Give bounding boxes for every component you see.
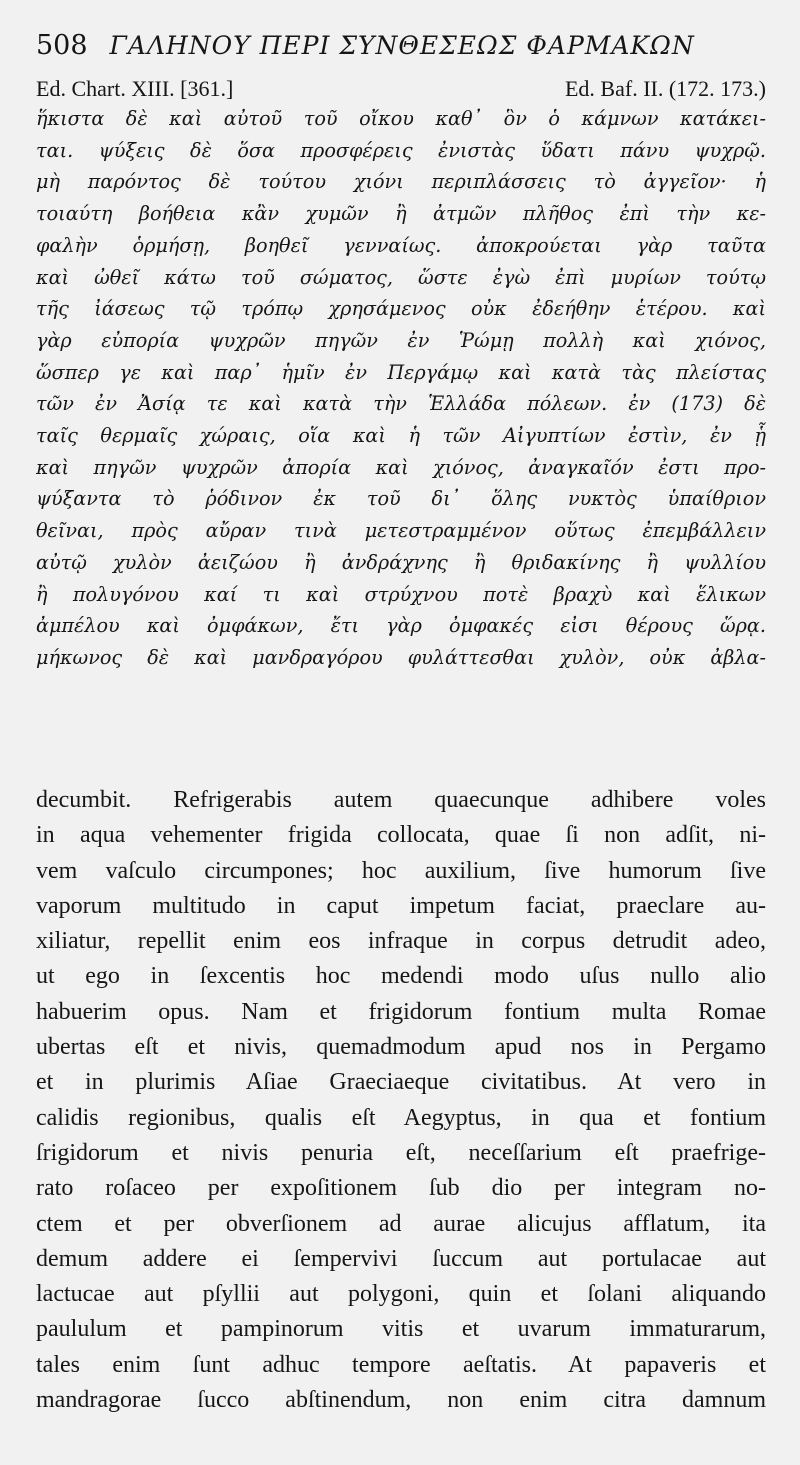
latin-line: habuerim opus. Nam et frigidorum fontium multa Romae xyxy=(36,998,766,1025)
greek-line: ὥσπερ γε καὶ παρ᾽ ἡμῖν ἐν Περγάμῳ καὶ κατὰ τὰς πλείστας xyxy=(36,360,766,384)
latin-line: ctem et per obverſionem ad aurae alicujus afflatum, ita xyxy=(36,1210,766,1237)
latin-line: paululum et pampinorum vitis et uvarum immaturarum, xyxy=(36,1316,766,1343)
latin-line: lactucae aut pſyllii aut polygoni, quin et ſolani aliquando xyxy=(36,1281,766,1308)
greek-line: καὶ ὠθεῖ κάτω τοῦ σώματος, ὥστε ἐγὼ ἐπὶ μυρίων τούτῳ xyxy=(36,265,766,289)
latin-line: xiliatur, repellit enim eos infraque in corpus detrudit adeo, xyxy=(36,928,766,955)
latin-line: rato roſaceo per expoſitionem ſub dio per integram no- xyxy=(36,1175,766,1202)
latin-line: in aqua vehementer frigida collocata, quae ſi non adſit, ni- xyxy=(36,822,766,849)
page-number: 508 xyxy=(36,30,88,61)
greek-line: τῶν ἐν Ἀσίᾳ τε καὶ κατὰ τὴν Ἑλλάδα πόλεων. ἐν (173) δὲ xyxy=(36,392,766,416)
running-head xyxy=(36,30,776,61)
greek-line: ἀμπέλου καὶ ὀμφάκων, ἔτι γὰρ ὀμφακές εἰσι θέρους ὥρᾳ. xyxy=(36,614,766,638)
greek-line: ἥκιστα δὲ καὶ αὐτοῦ τοῦ οἴκου καθ᾽ ὃν ὁ κάμνων κατάκει- xyxy=(36,107,766,130)
latin-line: ubertas eſt et nivis, quemadmodum apud nos in Pergamo xyxy=(36,1034,766,1061)
latin-line: vem vaſculo circumpones; hoc auxilium, ſive humorum ſive xyxy=(36,857,766,884)
greek-line: μὴ παρόντος δὲ τούτου χιόνι περιπλάσσεις τὸ ἀγγεῖον· ἡ xyxy=(36,170,766,194)
greek-line: αὐτῷ χυλὸν ἀειζώου ἢ ἀνδράχνης ἢ θριδακίνης ἢ ψυλλίου xyxy=(36,550,766,574)
greek-line: ἢ πολυγόνου καί τι καὶ στρύχνου ποτὲ βραχὺ καὶ ἕλικων xyxy=(36,582,766,606)
greek-line: τοιαύτη βοήθεια κἂν χυμῶν ἢ ἀτμῶν πλῆθος ἐπὶ τὴν κε- xyxy=(36,202,766,226)
latin-line: vaporum multitudo in caput impetum faciat, praeclare au- xyxy=(36,892,766,919)
latin-line: decumbit. Refrigerabis autem quaecunque adhibere voles xyxy=(36,787,766,813)
latin-line: mandragorae ſucco abſtinendum, non enim citra damnum xyxy=(36,1387,766,1414)
latin-line: ſrigidorum et nivis penuria eſt, neceſſarium eſt praefrige- xyxy=(36,1139,766,1166)
latin-line: calidis regionibus, qualis eſt Aegyptus, in qua et fontium xyxy=(36,1104,766,1131)
greek-line: θεῖναι, πρὸς αὔραν τινὰ μετεστραμμένον οὕτως ἐπεμβάλλειν xyxy=(36,519,766,543)
greek-line: τῆς ἰάσεως τῷ τρόπῳ χρησάμενος οὐκ ἐδεήθην ἑτέρου. καὶ xyxy=(36,297,766,321)
greek-line: ψύξαντα τὸ ῥόδινον ἐκ τοῦ δι᾽ ὅλης νυκτὸς ὑπαίθριον xyxy=(36,487,766,511)
latin-line: tales enim ſunt adhuc tempore aeſtatis. At papaveris et xyxy=(36,1351,766,1378)
latin-line: ut ego in ſexcentis hoc medendi modo uſus nullo alio xyxy=(36,963,766,990)
greek-text xyxy=(36,103,766,674)
greek-line: γὰρ εὐπορία ψυχρῶν πηγῶν ἐν Ῥώμῃ πολλὴ καὶ χιόνος, xyxy=(36,328,766,352)
latin-translation xyxy=(36,783,766,1418)
latin-line: et in plurimis Aſiae Graeciaeque civitatibus. At vero in xyxy=(36,1069,766,1096)
greek-line: φαλὴν ὁρμήσῃ, βοηθεῖ γενναίως. ἀποκρούεται γὰρ ταῦτα xyxy=(36,233,766,257)
edition-reference-right: Ed. Baf. II. (172. 173.) xyxy=(564,76,766,101)
greek-line: ταῖς θερμαῖς χώραις, οἵα καὶ ἡ τῶν Αἰγυπτίων ἐστὶν, ἐν ᾗ xyxy=(36,424,766,448)
latin-line: demum addere ei ſempervivi ſuccum aut portulacae aut xyxy=(36,1245,766,1272)
greek-line: ται. ψύξεις δὲ ὅσα προσφέρεις ἐνιστὰς ὕδατι πάνυ ψυχρῷ. xyxy=(36,138,766,162)
greek-line: καὶ πηγῶν ψυχρῶν ἀπορία καὶ χιόνος, ἀναγκαῖόν ἐστι προ- xyxy=(36,455,766,479)
edition-reference-left: Ed. Chart. XIII. [361.] xyxy=(36,76,234,101)
running-title: ΓΑΛΗΝΟΥ ΠΕΡΙ ΣΥΝΘΕΣΕΩΣ ΦΑΡΜΑΚΩΝ xyxy=(109,31,695,60)
greek-line: μήκωνος δὲ καὶ μανδραγόρου φυλάττεσθαι χυλὸν, οὐκ ἀβλα- xyxy=(36,645,766,669)
edition-references xyxy=(36,76,766,102)
